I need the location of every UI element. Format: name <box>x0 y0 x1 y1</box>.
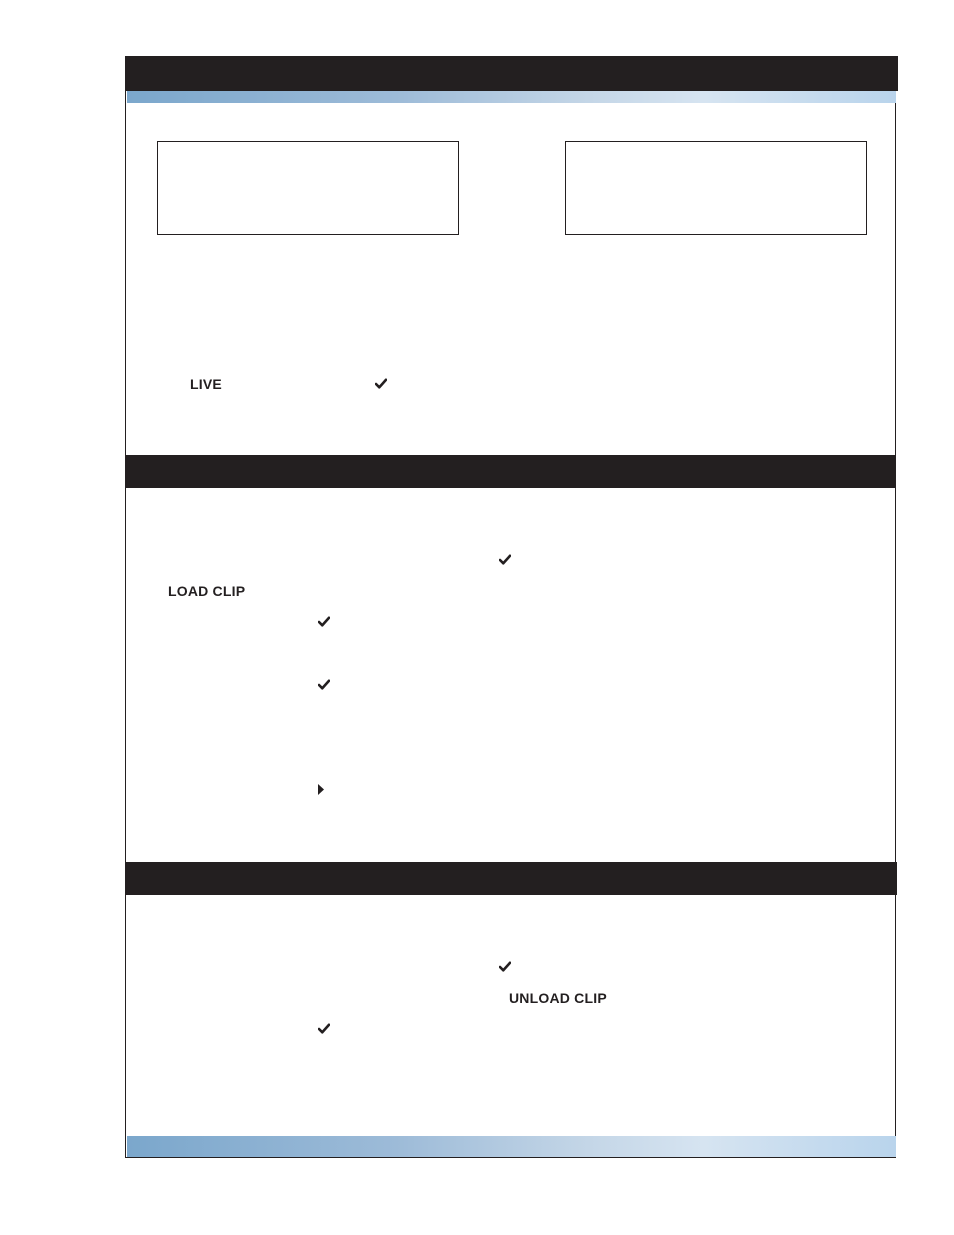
check-icon <box>318 679 330 690</box>
section-header-bar-1 <box>125 56 898 91</box>
check-icon <box>499 554 511 565</box>
display-box-left <box>157 141 459 235</box>
check-icon <box>318 616 330 627</box>
check-icon <box>375 378 387 389</box>
display-box-right <box>565 141 867 235</box>
live-button-label: LIVE <box>190 376 222 392</box>
load-clip-button-label: LOAD CLIP <box>168 583 246 599</box>
section-header-bar-2 <box>125 455 895 488</box>
check-icon <box>499 961 511 972</box>
unload-clip-button-label: UNLOAD CLIP <box>509 990 607 1006</box>
section-header-bar-3 <box>125 862 897 895</box>
header-gradient-stripe <box>127 91 896 103</box>
check-icon <box>318 1023 330 1034</box>
play-triangle-icon <box>317 783 325 796</box>
footer-gradient-stripe <box>127 1136 896 1157</box>
